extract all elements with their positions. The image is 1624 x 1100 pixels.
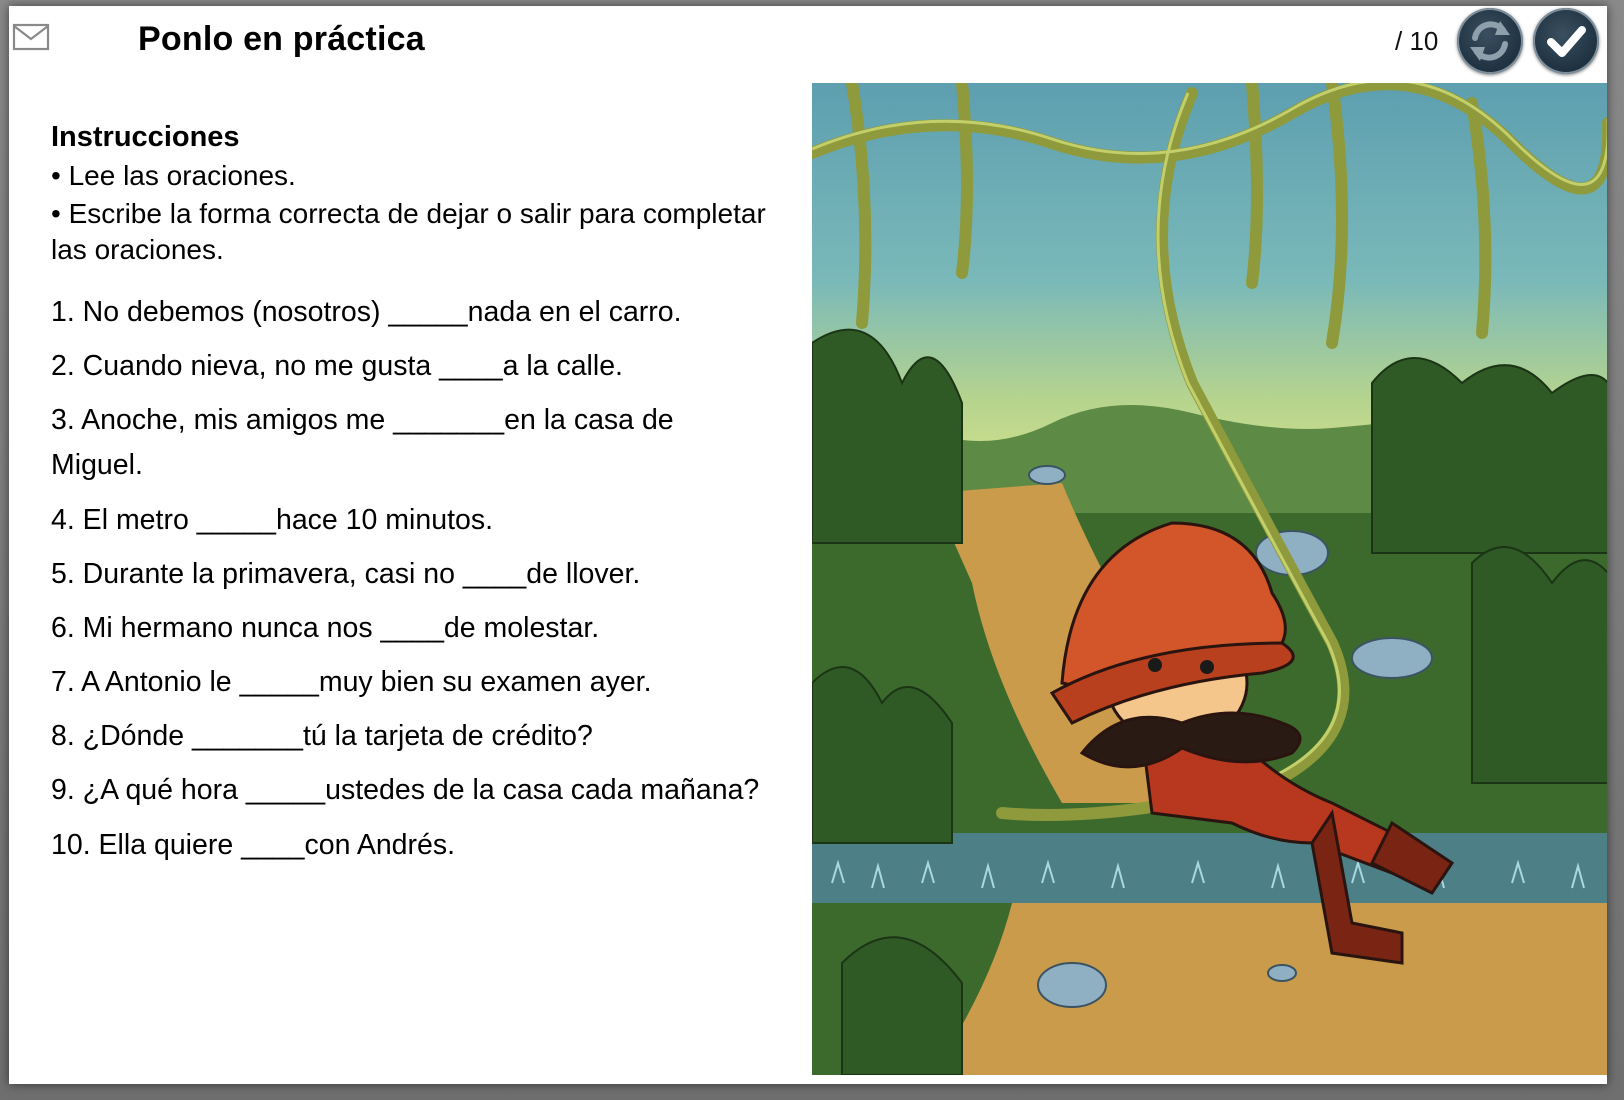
jungle-illustration xyxy=(812,83,1607,1075)
question-9: 9. ¿A qué hora _____ustedes de la casa cada mañana? xyxy=(51,774,760,806)
question-4: 4. El metro _____hace 10 minutos. xyxy=(51,504,494,536)
instruction-bullet: • Escribe la forma correcta de dejar o salir para completar las oraciones. xyxy=(51,198,766,265)
question-10: 10. Ella quiere ____con Andrés. xyxy=(51,829,456,861)
question-3: 3. Anoche, mis amigos me _______en la casa de Miguel. xyxy=(51,404,674,481)
reset-button[interactable] xyxy=(1457,8,1523,74)
checkmark-icon xyxy=(1533,8,1599,74)
check-button[interactable] xyxy=(1533,8,1599,74)
instruction-bullet: • Lee las oraciones. xyxy=(51,160,296,191)
question-list xyxy=(51,290,771,867)
refresh-icon xyxy=(1457,8,1523,74)
question-2: 2. Cuando nieva, no me gusta ____a la calle. xyxy=(51,350,623,382)
question-6: 6. Mi hermano nunca nos ____de molestar. xyxy=(51,612,600,644)
activity-card xyxy=(9,6,1607,1084)
exercise-panel xyxy=(51,120,771,877)
score-indicator: / 10 xyxy=(1395,26,1439,56)
question-1: 1. No debemos (nosotros) _____nada en el carro. xyxy=(51,296,682,328)
question-7: 7. A Antonio le _____muy bien su examen ayer. xyxy=(51,666,652,698)
instructions-heading: Instrucciones xyxy=(51,121,240,153)
page-title: Ponlo en práctica xyxy=(138,20,425,58)
mail-icon[interactable] xyxy=(12,22,50,52)
question-5: 5. Durante la primavera, casi no ____de llover. xyxy=(51,558,641,590)
question-8: 8. ¿Dónde _______tú la tarjeta de crédito? xyxy=(51,720,593,752)
